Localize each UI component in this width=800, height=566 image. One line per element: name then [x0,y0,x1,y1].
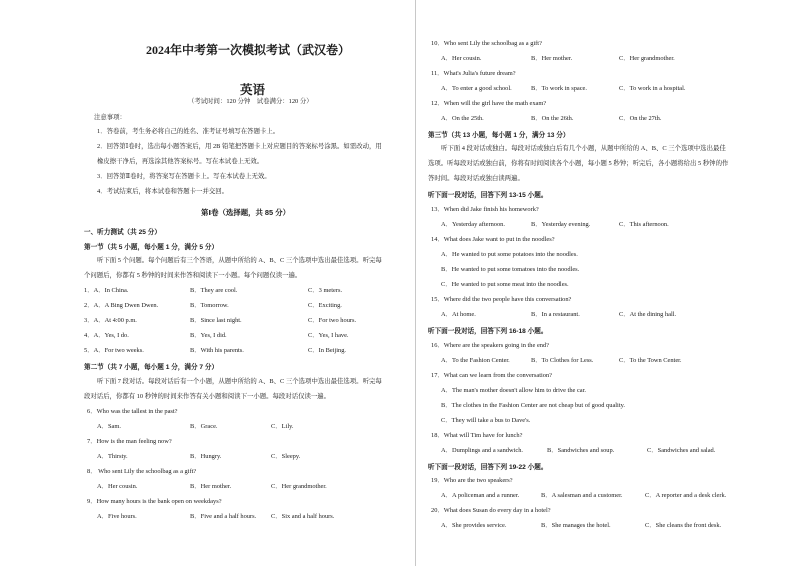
option-a: 2．A．A Bing Dwen Dwen. [84,302,159,309]
note-item: 3．回答第Ⅱ卷时，将答案写在答题卡上。写在本试卷上无效。 [97,173,271,180]
option-c: C．Yes, I have. [308,332,349,339]
notes-heading: 注意事项： [94,114,126,121]
question-stem: 18．What will Tim have for lunch? [431,432,523,439]
option-b: B．On the 26th. [531,115,574,122]
option-c: C．She cleans the front desk. [645,522,722,529]
option-a: A．Thirsty. [97,453,128,460]
option-c: C．A reporter and a desk clerk. [645,492,727,499]
option-c: C．Her grandmother. [619,55,675,62]
group-heading: 听下面一段对话，回答下列 13-15 小题。 [428,192,548,199]
question-stem: 12．When will the girl have the math exam? [431,100,547,107]
option-c: C．Six and a half hours. [271,513,335,520]
option-a: A．A policeman and a runner. [441,492,520,499]
option-a: A．Dumplings and a sandwich. [441,447,524,454]
question-stem: 19．Who are the two speakers? [431,477,513,484]
option-b: B．Yesterday evening. [531,221,591,228]
question-stem: 7．How is the man feeling now? [87,438,172,445]
option-b: B．Grace. [190,423,218,430]
option-b: B．A salesman and a customer. [541,492,623,499]
option-b: B．He wanted to put some tomatoes into the noodles. [441,266,580,273]
option-c: C．Sleepy. [271,453,301,460]
group-heading: 听下面一段对话，回答下列 19-22 小题。 [428,464,548,471]
subsection-title: 第三节（共 13 小题，每小题 1 分，满分 13 分） [428,132,570,139]
question-stem: 16．Where are the speakers going in the end? [431,342,550,349]
option-c: C．On the 27th. [619,115,662,122]
option-c: C．3 meters. [308,287,343,294]
option-b: B．They are cool. [190,287,238,294]
instructions: 选项。听每段对话或独白前，你将有时间阅读各个小题，每小题 5 秒钟；听完后，各小题将给出 5 秒钟的作 [428,160,729,167]
option-b: B．With his parents. [190,347,244,354]
option-c: C．Sandwiches and salad. [647,447,716,454]
option-c: C．To work in a hospital. [619,85,686,92]
group-heading: 听下面一段对话，回答下列 16-18 小题。 [428,328,548,335]
instructions: 听下面 5 个问题。每个问题后有三个答语，从题中所给的 A、B、C 三个选项中选出最佳选项。听完每 [97,257,382,264]
option-a: 5．A．For two weeks. [84,347,144,354]
option-c: C．He wanted to put some meat into the noodles. [441,281,569,288]
subsection-title: 第二节（共 7 小题，每小题 1 分，满分 7 分） [84,364,219,371]
question-stem: 14．What does Jake want to put in the noodles? [431,236,555,243]
option-b: B．The clothes in the Fashion Center are not cheap but of good quality. [441,402,625,409]
instructions: 段对话后，你都有 10 秒钟的时间来作答有关小题和阅读下一小题。每段对话仅读一遍。 [84,393,331,400]
option-a: A．Her cousin. [97,483,138,490]
instructions: 听下面 4 段对话或独白。每段对话或独白后有几个小题，从题中所给的 A、B、C 三个选项中选出最佳 [441,145,726,152]
question-stem: 15．Where did the two people have this conversation? [431,296,572,303]
option-c: C．At the dining hall. [619,311,677,318]
question-stem: 13．When did Jake finish his homework? [431,206,539,213]
option-a: A．At home. [441,311,476,318]
exam-title: 2024年中考第一次模拟考试（武汉卷） [146,43,351,57]
option-b: B．Hungry. [190,453,222,460]
question-stem: 8． Who sent Lily the schoolbag as a gift? [87,468,197,475]
option-c: C．Exciting. [308,302,342,309]
option-b: B．Her mother. [190,483,232,490]
question-stem: 20．What does Susan do every day in a hotel? [431,507,551,514]
option-b: B．To work in space. [531,85,587,92]
option-b: B．Her mother. [531,55,573,62]
option-b: B．Since last night. [190,317,242,324]
option-a: A．Her cousin. [441,55,482,62]
option-a: A．To the Fashion Center. [441,357,510,364]
option-c: C．Her grandmother. [271,483,327,490]
note-item: 橡皮擦干净后，再选涂其他答案标号。写在本试卷上无效。 [97,158,264,165]
part-title: 第Ⅰ卷（选择题，共 85 分） [201,208,290,217]
option-a: A．On the 25th. [441,115,484,122]
option-b: B．To Clothes for Less. [531,357,594,364]
question-stem: 6．Who was the tallest in the past? [87,408,178,415]
option-c: C．They will take a bus to Dave's. [441,417,531,424]
option-b: B．Five and a half hours. [190,513,257,520]
question-stem: 17．What can we learn from the conversation? [431,372,553,379]
option-a: A．The man's mother doesn't allow him to drive the car. [441,387,586,394]
subsection-title: 第一节（共 5 小题，每小题 1 分，满分 5 分） [84,244,219,251]
option-b: B．In a restaurant. [531,311,580,318]
note-item: 1．答卷前，考生务必将自己的姓名、准考证号填写在答题卡上。 [97,128,280,135]
section-title: 一、听力测试（共 25 分） [84,229,161,236]
option-a: A．She provides service. [441,522,507,529]
option-a: 3．A．At 4:00 p.m. [84,317,137,324]
option-c: C．This afternoon. [619,221,669,228]
option-a: A．Sam. [97,423,121,430]
option-a: A．He wanted to put some potatoes into the noodles. [441,251,578,258]
option-b: B．She manages the hotel. [541,522,611,529]
instructions: 个问题后，你都有 5 秒钟的时间来作答和阅读下一小题。每个问题仅读一遍。 [84,272,302,279]
option-c: C．In Beijing. [308,347,346,354]
question-stem: 10．Who sent Lily the schoolbag as a gift? [431,40,542,47]
option-a: A．Yesterday afternoon. [441,221,505,228]
exam-meta: （考试时间：120 分钟 试卷满分：120 分） [188,98,313,105]
instructions: 听下面 7 段对话。每段对话后有一个小题，从题中所给的 A、B、C 三个选项中选出最佳选项。听完每 [97,378,382,385]
note-item: 2．回答第Ⅰ卷时，选出每小题答案后，用 2B 铅笔把答题卡上对应题目的答案标号涂黑。如需改动，用 [97,143,382,150]
option-a: 4．A．Yes, I do. [84,332,129,339]
instructions: 答时间。每段对话或独白读两遍。 [428,175,524,182]
option-b: B．Yes, I did. [190,332,227,339]
option-c: C．Lily. [271,423,294,430]
option-b: B．Tomorrow. [190,302,229,309]
question-stem: 11．What's Julia's future dream? [431,70,516,77]
option-a: A．To enter a good school. [441,85,512,92]
option-a: 1．A．In China. [84,287,129,294]
option-b: B．Sandwiches and soup. [547,447,615,454]
option-a: A．Five hours. [97,513,137,520]
question-stem: 9．How many hours is the bank open on weekdays? [87,498,222,505]
column-divider [415,0,416,566]
option-c: C．For two hours. [308,317,357,324]
option-c: C．To the Town Center. [619,357,682,364]
note-item: 4．考试结束后，将本试卷和答题卡一并交回。 [97,188,229,195]
subject-title: 英语 [240,83,266,97]
